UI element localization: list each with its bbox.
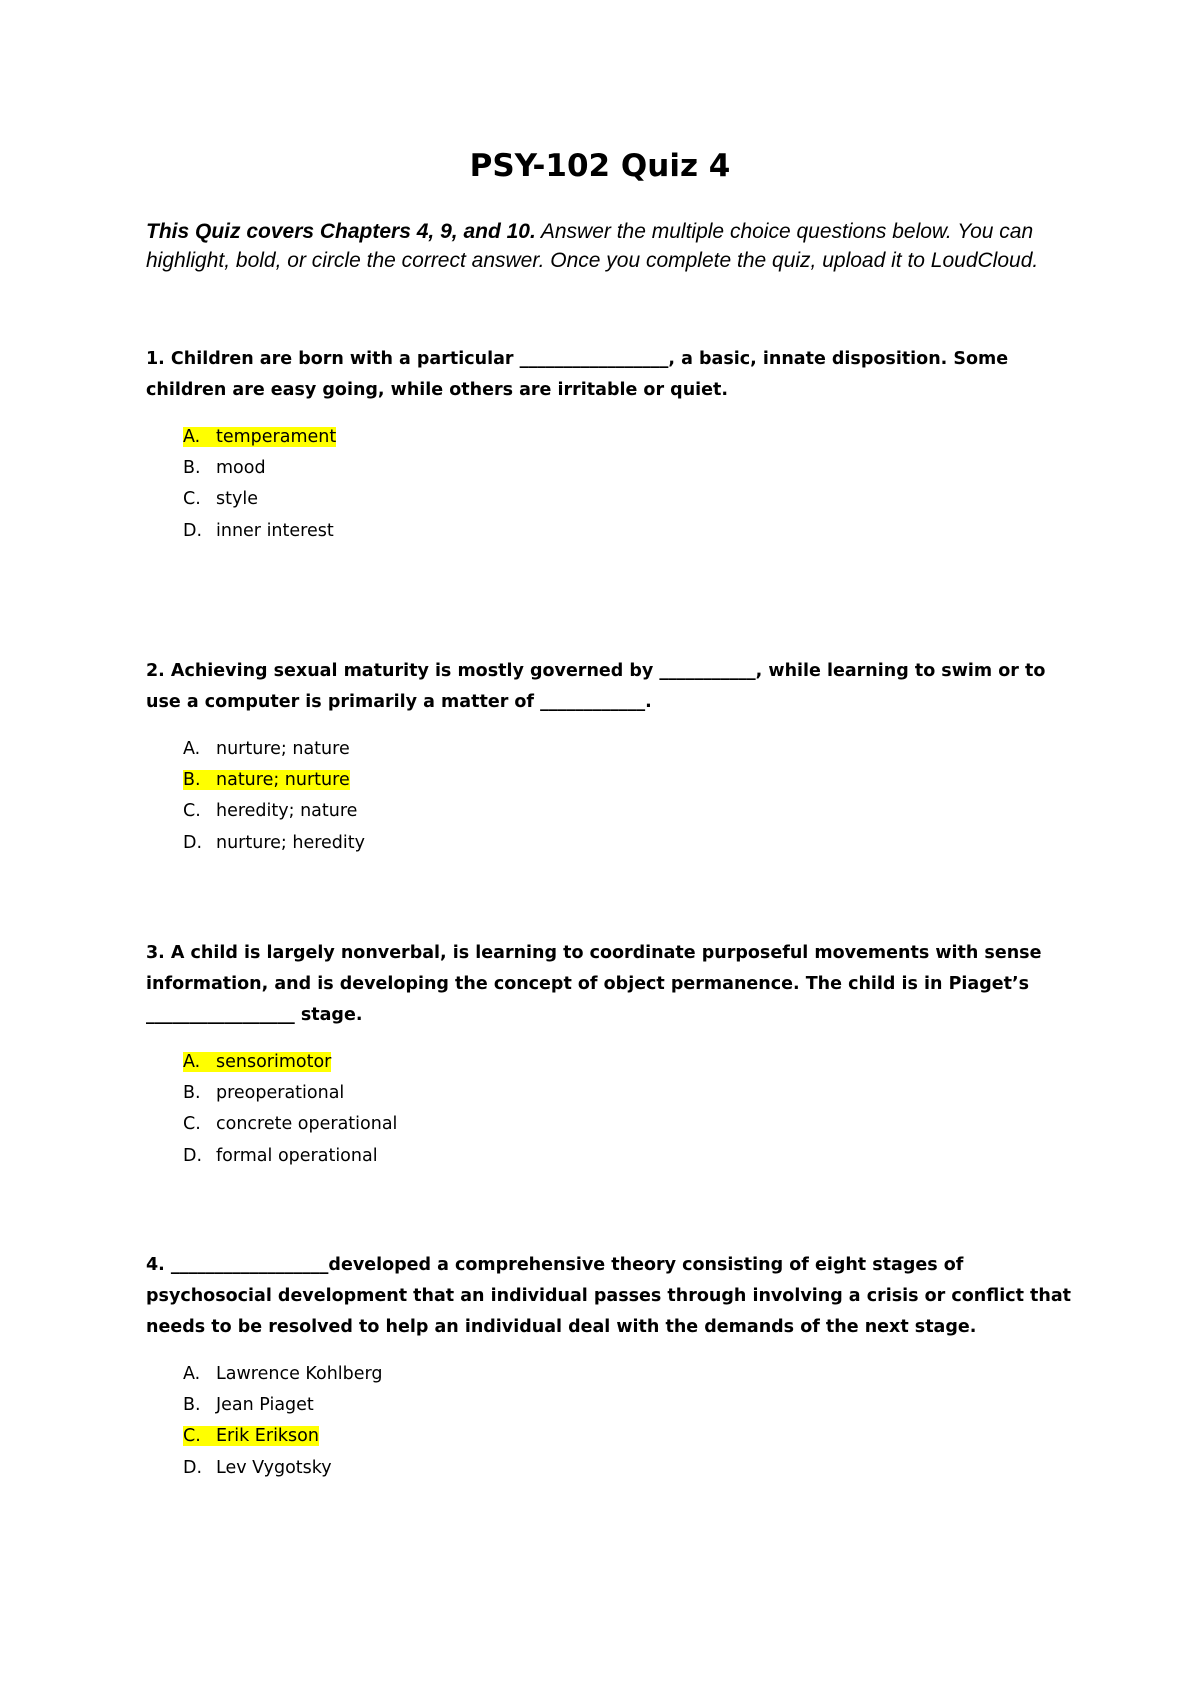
option-letter: B. [183,769,201,790]
option-text: Jean Piaget [216,1394,314,1415]
option-text: sensorimotor [216,1051,332,1072]
question-1 [146,344,1086,546]
option-letter: C. [183,1114,201,1135]
option-text: concrete operational [216,1114,398,1135]
option-b[interactable] [183,452,1086,483]
option-text: temperament [216,426,337,447]
option-a[interactable] [183,421,1086,452]
option-text: inner interest [216,520,334,541]
option-letter: B. [183,457,201,478]
question-2 [146,656,1086,858]
option-d[interactable] [183,1452,1086,1483]
option-letter: A. [183,1363,201,1384]
option-c[interactable] [183,796,1086,827]
question-text: 4. __________________developed a comprehensive theory consisting of eight stages of psychosocial development that an individual passes through involving a crisis or conflict that needs to be resolved to help an individual deal with the demands of the next stage. [146,1255,1072,1337]
answer-options [146,1358,1086,1483]
question-4 [146,1250,1086,1483]
option-d[interactable] [183,1140,1086,1171]
option-b[interactable] [183,764,1086,795]
option-a[interactable] [183,1046,1086,1077]
option-b[interactable] [183,1389,1086,1420]
option-letter: C. [183,1426,201,1447]
question-text: 1. Children are born with a particular _________________, a basic, innate disposition. Some children are easy going, while others are irritable or quiet. [146,349,1009,400]
option-a[interactable] [183,733,1086,764]
option-text: nature; nurture [216,769,350,790]
quiz-instructions [146,217,1076,275]
option-c[interactable] [183,484,1086,515]
option-letter: B. [183,1394,201,1415]
option-text: mood [216,457,266,478]
option-letter: A. [183,1051,201,1072]
answer-options [146,1046,1086,1171]
option-d[interactable] [183,515,1086,546]
instructions-lead: This Quiz covers Chapters 4, 9, and 10. [146,220,536,243]
option-text: style [216,489,258,510]
answer-options [146,421,1086,546]
option-a[interactable] [183,1358,1086,1389]
question-text: 2. Achieving sexual maturity is mostly governed by ___________, while learning to swim or to use a computer is primarily a matter of ____________. [146,661,1046,712]
quiz-title: PSY-102 Quiz 4 [469,148,731,184]
option-text: nurture; heredity [216,832,365,853]
option-text: preoperational [216,1082,345,1103]
option-text: nurture; nature [216,738,350,759]
option-letter: B. [183,1082,201,1103]
option-letter: D. [183,832,203,853]
option-text: heredity; nature [216,801,358,822]
instructions-body: Answer the multiple choice questions below. You can highlight, bold, or circle the correct answer. Once you complete the quiz, upload it to LoudCloud. [146,220,1039,272]
option-b[interactable] [183,1077,1086,1108]
option-text: Lev Vygotsky [216,1457,332,1478]
option-c[interactable] [183,1421,1086,1452]
option-text: Erik Erikson [216,1426,319,1447]
option-letter: C. [183,801,201,822]
option-text: formal operational [216,1145,378,1166]
question-3 [146,938,1086,1171]
option-letter: D. [183,1145,203,1166]
option-letter: A. [183,426,201,447]
option-letter: A. [183,738,201,759]
option-letter: C. [183,489,201,510]
option-d[interactable] [183,827,1086,858]
option-c[interactable] [183,1109,1086,1140]
option-text: Lawrence Kohlberg [216,1363,383,1384]
option-letter: D. [183,1457,203,1478]
option-letter: D. [183,520,203,541]
answer-options [146,733,1086,858]
question-text: 3. A child is largely nonverbal, is learning to coordinate purposeful movements with sense information, and is developing the concept of object permanence. The child is in Piaget’s _________________ stage. [146,943,1042,1025]
